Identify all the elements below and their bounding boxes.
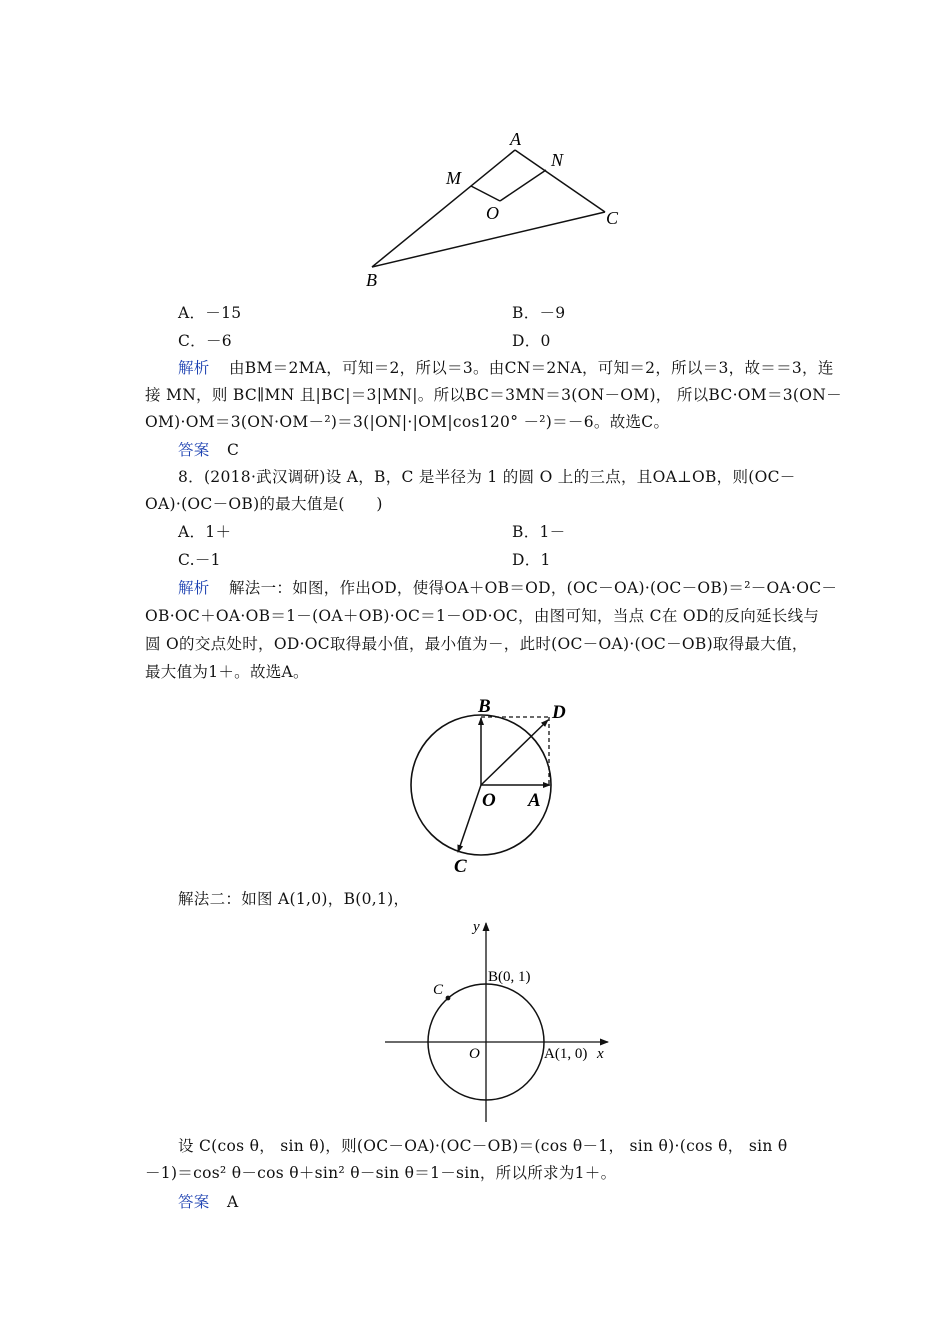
label-y: y <box>473 919 480 935</box>
label-a: A <box>510 129 521 149</box>
option-d: D．1 <box>512 551 551 569</box>
coordinate-circle-figure <box>380 915 615 1125</box>
label-c: C <box>606 208 619 228</box>
analysis-line: 接 MN，则 BC∥MN 且|BC|＝3|MN|。所以BC＝3MN＝3(ON－OM)， 所以BC·OM＝3(ON－ <box>145 386 842 404</box>
question-stem: 8．(2018·武汉调研)设 A，B，C 是半径为 1 的圆 O 上的三点，且OA⊥OB，则(OC－ <box>178 468 796 486</box>
answer-tag: 答案 <box>178 441 210 459</box>
label-o: O <box>486 203 499 223</box>
segment-on <box>500 170 546 201</box>
analysis-line: 由BM＝2MA，可知＝2，所以＝3。由CN＝2NA，可知＝2，所以＝3，故＝＝3，连 <box>229 359 834 377</box>
derivation-line: －1)＝cos² θ－cos θ＋sin² θ－sin θ＝1－sin，所以所求为1＋。 <box>145 1164 617 1182</box>
option-b: B．－9 <box>512 304 566 322</box>
label-a: A <box>528 790 541 811</box>
label-m: M <box>446 168 461 188</box>
option-c: C．－6 <box>178 332 232 350</box>
label-d: D <box>552 702 566 723</box>
option-c: C.－1 <box>178 551 221 569</box>
method-two-text: 解法二：如图 A(1,0)，B(0,1)， <box>178 890 410 908</box>
answer-tag: 答案 <box>178 1193 210 1211</box>
analysis-line: 最大值为1＋。故选A。 <box>145 663 309 681</box>
circle-vector-figure <box>400 690 585 880</box>
label-n: N <box>551 150 564 170</box>
analysis-line: OM)·OM＝3(ON·OM－²)＝3(|ON|·|OM|cos120° －²)＝－6。故选C。 <box>145 413 670 431</box>
vector-oc <box>458 785 481 852</box>
analysis-line: 圆 O的交点处时，OD·OC取得最小值，最小值为－，此时(OC－OA)·(OC－OB)取得最大值， <box>145 635 808 653</box>
option-a: A．－15 <box>178 304 242 322</box>
analysis-tag: 解析 <box>178 579 210 597</box>
label-o: O <box>482 790 496 811</box>
label-o: O <box>469 1046 480 1062</box>
option-d: D．0 <box>512 332 551 350</box>
segment-mo <box>471 186 500 201</box>
triangle-figure <box>360 125 630 295</box>
label-b: B <box>478 696 491 717</box>
analysis-line: OB·OC＋OA·OB＝1－(OA＋OB)·OC＝1－OD·OC，由图可知，当点 C在 OD的反向延长线与 <box>145 607 820 625</box>
derivation-line: 设 C(cos θ， sin θ)，则(OC－OA)·(OC－OB)＝(cos θ－1， sin θ)·(cos θ， sin θ <box>178 1137 788 1155</box>
label-b: B <box>366 270 377 290</box>
label-b-coord: B(0, 1) <box>488 969 531 985</box>
point-c <box>446 996 451 1001</box>
label-c: C <box>454 856 467 877</box>
label-a-coord: A(1, 0) <box>544 1046 588 1062</box>
option-b: B．1－ <box>512 523 566 541</box>
answer-value: C <box>227 441 240 459</box>
analysis-line: 解法一：如图，作出OD，使得OA＋OB＝OD，(OC－OA)·(OC－OB)＝²－OA·OC－ <box>229 579 838 597</box>
option-a: A．1＋ <box>178 523 232 541</box>
question-stem: OA)·(OC－OB)的最大值是( ) <box>145 495 383 513</box>
analysis-tag: 解析 <box>178 359 210 377</box>
answer-value: A <box>227 1193 239 1211</box>
label-x: x <box>597 1046 604 1062</box>
label-c: C <box>433 982 444 998</box>
vector-od <box>481 720 548 785</box>
